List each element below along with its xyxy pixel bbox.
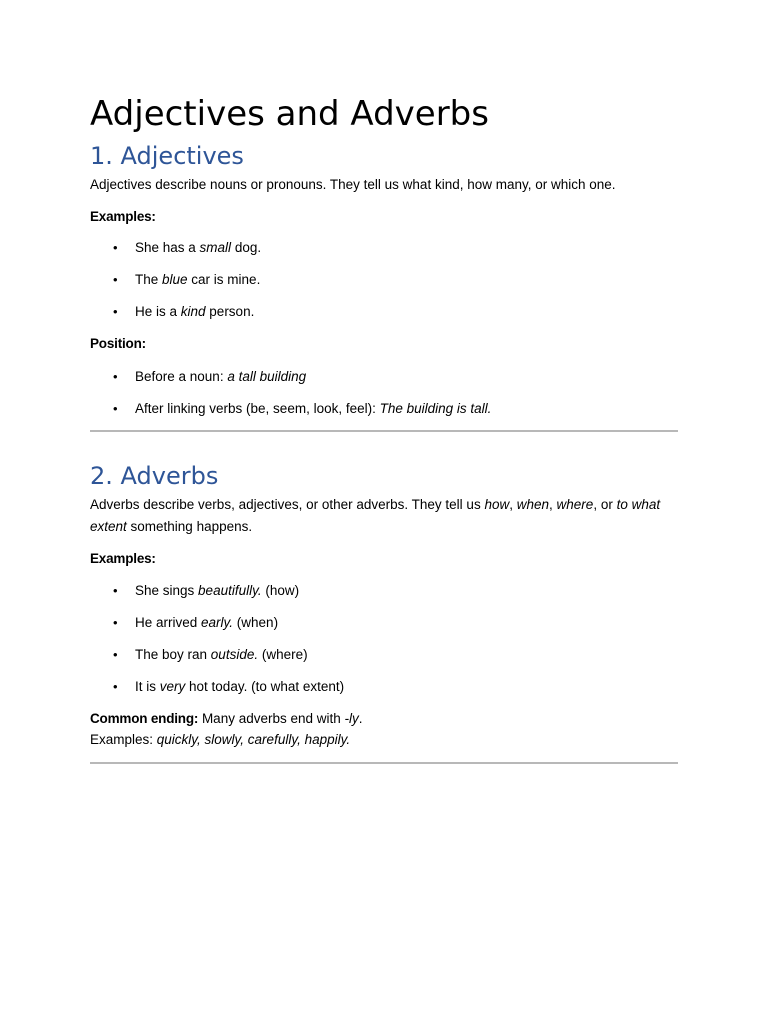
example-text: It is <box>135 678 160 694</box>
bullet-icon: • <box>113 646 118 662</box>
bullet-icon: • <box>113 678 118 694</box>
common-ending-text: . <box>358 710 363 726</box>
bullet-icon: • <box>113 400 118 416</box>
intro-separator: , or <box>593 497 617 512</box>
common-examples-prefix: Examples: <box>90 732 157 747</box>
document-title: Adjectives and Adverbs <box>90 94 489 134</box>
list-item <box>90 237 678 259</box>
adverbs-section <box>90 462 678 764</box>
intro-when: when <box>516 497 550 512</box>
intro-text: Adverbs describe verbs, adjectives, or other adverbs. They tell us <box>90 497 485 512</box>
example-word: blue <box>162 272 188 287</box>
document-page <box>90 88 678 764</box>
adjectives-intro: Adjectives describe nouns or pronouns. They tell us what kind, how many, or which one. <box>90 177 616 192</box>
example-word: small <box>199 240 232 255</box>
intro-where: where <box>556 497 594 512</box>
example-word: very <box>159 678 186 694</box>
adverbs-intro <box>90 494 678 537</box>
example-text: (when) <box>233 614 279 630</box>
bullet-icon: • <box>113 240 118 255</box>
example-text: (how) <box>261 582 300 598</box>
common-ending-text: Many adverbs end with <box>198 710 345 726</box>
bullet-icon: • <box>113 304 118 319</box>
list-item <box>90 301 678 323</box>
intro-text: something happens. <box>126 518 253 534</box>
adjectives-position-list <box>90 366 678 420</box>
common-ending-suffix: -ly <box>344 710 359 726</box>
example-text: car is mine. <box>187 272 261 287</box>
example-word: beautifully. <box>198 582 262 598</box>
example-text: dog. <box>231 240 262 255</box>
example-text: The <box>135 272 163 287</box>
list-item <box>90 676 678 698</box>
bullet-icon: • <box>113 368 118 384</box>
example-text: She has a <box>135 240 200 255</box>
adjectives-position-label: Position: <box>90 336 146 351</box>
list-item <box>90 398 678 420</box>
common-examples <box>90 729 678 751</box>
bullet-icon: • <box>113 614 118 630</box>
common-ending-label: Common ending: <box>90 710 199 726</box>
list-item <box>90 366 678 388</box>
position-example: The building is tall. <box>379 400 492 416</box>
list-item <box>90 580 678 602</box>
adjectives-heading: 1. Adjectives <box>90 142 244 170</box>
bullet-icon: • <box>113 272 118 287</box>
example-text: hot today. (to what extent) <box>185 678 345 694</box>
bullet-icon: • <box>113 582 118 598</box>
common-examples-list: quickly, slowly, carefully, happily. <box>156 732 351 747</box>
example-text: She sings <box>135 582 199 598</box>
example-text: (where) <box>258 646 308 662</box>
intro-separator: , <box>549 497 557 512</box>
intro-how: how <box>484 497 510 512</box>
adverbs-heading: 2. Adverbs <box>90 462 219 490</box>
example-text: person. <box>205 304 255 319</box>
position-example: a tall building <box>227 368 307 384</box>
position-text: After linking verbs (be, seem, look, feel): <box>135 400 380 416</box>
example-word: outside. <box>210 646 259 662</box>
position-text: Before a noun: <box>135 368 228 384</box>
list-item <box>90 644 678 666</box>
example-text: He arrived <box>135 614 202 630</box>
adjectives-section <box>90 142 678 432</box>
list-item <box>90 269 678 291</box>
example-text: The boy ran <box>135 646 211 662</box>
example-word: kind <box>180 304 206 319</box>
adjectives-examples-list <box>90 237 678 323</box>
example-text: He is a <box>135 304 181 319</box>
section-divider <box>90 430 678 432</box>
intro-extent: to what extent <box>90 497 661 534</box>
adverbs-examples-list <box>90 580 678 698</box>
adjectives-examples-label: Examples: <box>90 208 156 224</box>
example-word: early. <box>201 614 234 630</box>
common-ending <box>90 708 678 730</box>
section-divider <box>90 762 678 764</box>
list-item <box>90 612 678 634</box>
intro-separator: , <box>509 497 517 512</box>
adverbs-examples-label: Examples: <box>90 550 156 566</box>
